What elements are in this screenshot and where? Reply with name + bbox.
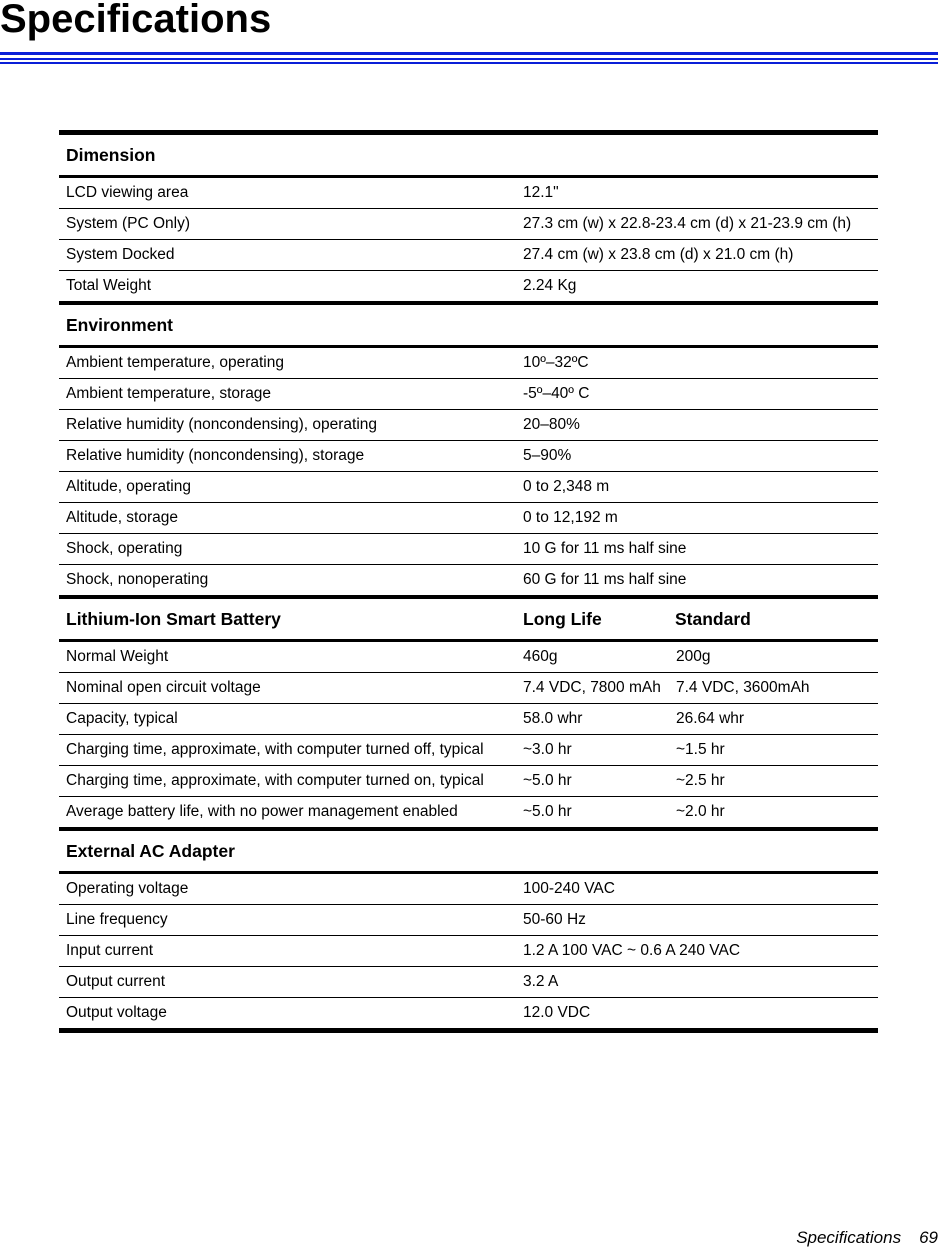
spec-value: 10 G for 11 ms half sine	[516, 534, 878, 565]
spec-value: 12.0 VDC	[516, 998, 878, 1031]
table-row	[59, 936, 878, 967]
spec-value-long-life: 58.0 whr	[516, 704, 672, 735]
table-row	[59, 873, 878, 905]
table-row	[59, 797, 878, 830]
title-rule	[0, 52, 938, 55]
section-header-battery	[59, 597, 878, 641]
section-header-adapter	[59, 829, 878, 873]
table-row	[59, 735, 878, 766]
spec-label: Total Weight	[59, 271, 516, 304]
table-row	[59, 503, 878, 534]
table-row	[59, 379, 878, 410]
spec-value-standard: ~1.5 hr	[672, 735, 878, 766]
spec-label: Altitude, storage	[59, 503, 516, 534]
table-row	[59, 410, 878, 441]
specifications-table	[59, 130, 878, 1033]
spec-value-long-life: 7.4 VDC, 7800 mAh	[516, 673, 672, 704]
spec-label: Average battery life, with no power management enabled	[59, 797, 516, 830]
spec-label: Output current	[59, 967, 516, 998]
table-row	[59, 565, 878, 598]
spec-value-long-life: 460g	[516, 641, 672, 673]
spec-label: System Docked	[59, 240, 516, 271]
spec-label: Charging time, approximate, with computer turned off, typical	[59, 735, 516, 766]
table-row	[59, 905, 878, 936]
spec-value: 3.2 A	[516, 967, 878, 998]
section-title: Lithium-Ion Smart Battery	[59, 597, 516, 641]
spec-label: Ambient temperature, operating	[59, 347, 516, 379]
table-row	[59, 704, 878, 735]
footer-section-name: Specifications	[796, 1228, 902, 1247]
spec-value: 60 G for 11 ms half sine	[516, 565, 878, 598]
page-title: Specifications	[0, 0, 272, 41]
table-row	[59, 998, 878, 1031]
spec-value: -5º–40º C	[516, 379, 878, 410]
spec-value-standard: 26.64 whr	[672, 704, 878, 735]
spec-label: Relative humidity (noncondensing), operating	[59, 410, 516, 441]
spec-value-long-life: ~5.0 hr	[516, 797, 672, 830]
spec-label: Charging time, approximate, with computer turned on, typical	[59, 766, 516, 797]
section-title: Environment	[59, 303, 878, 347]
table-row	[59, 240, 878, 271]
spec-value: 100-240 VAC	[516, 873, 878, 905]
spec-value: 12.1"	[516, 177, 878, 209]
section-title: Dimension	[59, 133, 878, 177]
spec-label: Capacity, typical	[59, 704, 516, 735]
column-header-long-life: Long Life	[516, 597, 672, 641]
table-row	[59, 641, 878, 673]
spec-label: Normal Weight	[59, 641, 516, 673]
spec-table-container	[59, 130, 878, 1033]
spec-value: 5–90%	[516, 441, 878, 472]
title-rule	[0, 58, 938, 60]
page-footer	[796, 1228, 938, 1248]
spec-value: 2.24 Kg	[516, 271, 878, 304]
spec-value-long-life: ~3.0 hr	[516, 735, 672, 766]
table-row	[59, 472, 878, 503]
spec-label: Line frequency	[59, 905, 516, 936]
table-row	[59, 347, 878, 379]
spec-value: 1.2 A 100 VAC ~ 0.6 A 240 VAC	[516, 936, 878, 967]
spec-label: Ambient temperature, storage	[59, 379, 516, 410]
table-row	[59, 177, 878, 209]
spec-value-standard: ~2.5 hr	[672, 766, 878, 797]
spec-value: 20–80%	[516, 410, 878, 441]
table-row	[59, 534, 878, 565]
section-title: External AC Adapter	[59, 829, 878, 873]
section-header-dimension	[59, 133, 878, 177]
spec-value: 50-60 Hz	[516, 905, 878, 936]
spec-value-standard: 7.4 VDC, 3600mAh	[672, 673, 878, 704]
spec-label: Operating voltage	[59, 873, 516, 905]
spec-value: 0 to 2,348 m	[516, 472, 878, 503]
spec-label: Altitude, operating	[59, 472, 516, 503]
spec-value: 27.4 cm (w) x 23.8 cm (d) x 21.0 cm (h)	[516, 240, 878, 271]
specifications-table-body	[59, 133, 878, 1031]
table-row	[59, 673, 878, 704]
spec-value-standard: 200g	[672, 641, 878, 673]
spec-label: Relative humidity (noncondensing), storage	[59, 441, 516, 472]
spec-value: 0 to 12,192 m	[516, 503, 878, 534]
spec-value: 27.3 cm (w) x 22.8-23.4 cm (d) x 21-23.9 cm (h)	[516, 209, 878, 240]
table-row	[59, 271, 878, 304]
table-row	[59, 766, 878, 797]
spec-label: System (PC Only)	[59, 209, 516, 240]
table-row	[59, 441, 878, 472]
spec-label: Nominal open circuit voltage	[59, 673, 516, 704]
spec-label: Output voltage	[59, 998, 516, 1031]
spec-label: Shock, nonoperating	[59, 565, 516, 598]
column-header-standard: Standard	[672, 597, 878, 641]
spec-label: Shock, operating	[59, 534, 516, 565]
table-row	[59, 209, 878, 240]
section-header-environment	[59, 303, 878, 347]
table-row	[59, 967, 878, 998]
spec-label: Input current	[59, 936, 516, 967]
spec-value: 10º–32ºC	[516, 347, 878, 379]
title-rule	[0, 62, 938, 64]
spec-value-standard: ~2.0 hr	[672, 797, 878, 830]
spec-label: LCD viewing area	[59, 177, 516, 209]
spec-value-long-life: ~5.0 hr	[516, 766, 672, 797]
page-number: 69	[919, 1228, 938, 1247]
